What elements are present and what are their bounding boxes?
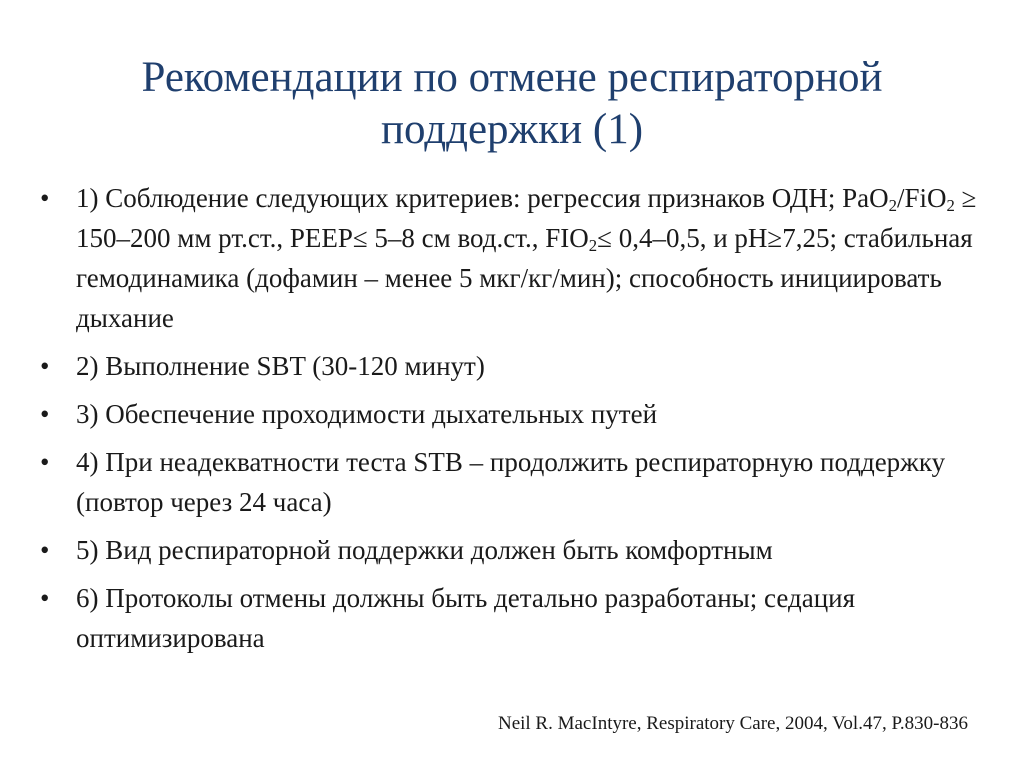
bullet-marker: • <box>40 183 50 213</box>
bullet-text-part: ≥ 150–200 мм рт.ст., PEEP≤ 5–8 см вод.ст., FIO <box>76 183 977 253</box>
slide-title-line2: поддержки (1) <box>380 106 644 153</box>
bullet-list <box>40 178 990 666</box>
bullet-marker: • <box>40 399 50 429</box>
bullet-text: 5) Вид респираторной поддержки должен быть комфортным <box>76 535 773 565</box>
bullet-text: 3) Обеспечение проходимости дыхательных путей <box>76 399 658 429</box>
bullet-text-part: ≤ 0,4–0,5, и pH≥7,25; стабильная гемодинамика (дофамин – менее 5 мкг/кг/мин); способность инициировать дыхание <box>76 223 973 333</box>
bullet-item-airway <box>40 394 990 434</box>
subscript-2: 2 <box>888 196 897 216</box>
bullet-text: 6) Протоколы отмены должны быть детально разработаны; седация оптимизирована <box>76 583 856 653</box>
bullet-text-part: 1) Соблюдение следующих критериев: регрессия признаков ОДН; PaO <box>76 183 889 213</box>
bullet-marker: • <box>40 351 50 381</box>
bullet-item-criteria <box>40 178 990 338</box>
bullet-text-part: /FiO <box>896 183 947 213</box>
bullet-marker: • <box>40 447 50 477</box>
bullet-text <box>76 183 976 333</box>
slide-title <box>40 52 984 156</box>
subscript-2: 2 <box>588 236 598 256</box>
bullet-item-sbt <box>40 346 990 386</box>
bullet-item-stb-failure <box>40 442 990 522</box>
slide-title-line1: Рекомендации по отмене респираторной <box>141 54 883 101</box>
citation: Neil R. MacIntyre, Respiratory Care, 2004, Vol.47, P.830-836 <box>497 713 968 734</box>
bullet-text: 2) Выполнение SBT (30-120 минут) <box>76 351 485 381</box>
bullet-text: 4) При неадекватности теста STB – продолжить респираторную поддержку (повтор через 24 часа) <box>76 447 946 517</box>
bullet-item-protocols <box>40 578 990 658</box>
bullet-marker: • <box>40 535 50 565</box>
bullet-marker: • <box>40 583 50 613</box>
subscript-2: 2 <box>946 196 955 216</box>
bullet-item-comfort <box>40 530 990 570</box>
